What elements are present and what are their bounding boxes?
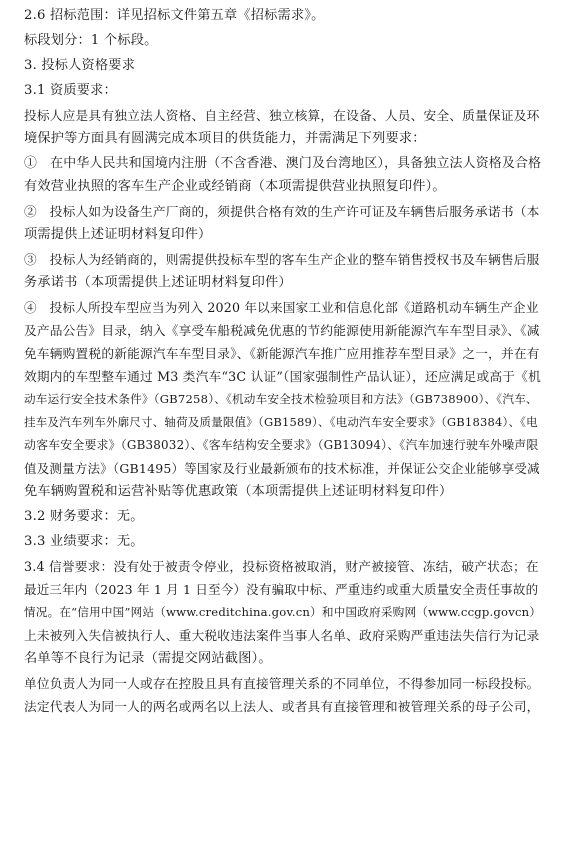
doc-line: 值及测量方法》（GB1495）等国家及行业最新颁布的技术标准，并保证公交企业能够享受减 xyxy=(24,461,540,476)
doc-line: 免车辆购置税的新能源汽车车型目录》、《新能源汽车推广应用推荐车型目录》之一，并在有 xyxy=(24,346,540,361)
doc-line: 3.2 财务要求：无。 xyxy=(24,509,144,524)
doc-line: 标段划分：1 个标段。 xyxy=(24,33,158,48)
doc-line: 最近三年内（2023 年 1 月 1 日至今）没有骗取中标、严重违约或重大质量安全责任事故的 xyxy=(24,582,539,597)
doc-line: 项需提供上述证明材料复印件） xyxy=(24,227,212,242)
doc-line: 免车辆购置税和运营补贴等优惠政策（本项需提供上述证明材料复印件） xyxy=(24,484,453,499)
doc-line: 务承诺书（本项需提供上述证明材料复印件） xyxy=(24,275,292,290)
doc-line: 效期内的车型整车通过 M3 类汽车“3C 认证”（国家强制性产品认证），还应满足或高于《机 xyxy=(24,369,541,384)
doc-line: ② 投标人如为设备生产厂商的，须提供合格有效的生产许可证及车辆售后服务承诺书（本 xyxy=(24,204,540,219)
doc-line: 情况。在“信用中国”网站（www.creditchina.gov.cn）和中国政府采购网（www.ccgp.govcn） xyxy=(24,605,542,619)
doc-line: 有效营业执照的客车生产企业或经销商（本项需提供营业执照复印件）。 xyxy=(24,179,446,194)
doc-line: 投标人应是具有独立法人资格、自主经营、独立核算，在设备、人员、安全、质量保证及环 xyxy=(24,108,540,123)
doc-line: 动车运行安全技术条件》（GB7258）、《机动车安全技术检验项目和方法》（GB738900）、《汽车、 xyxy=(24,392,538,406)
doc-line: 法定代表人为同一人的两名或两名以上法人、或者具有直接管理和被管理关系的母子公司， xyxy=(24,699,540,714)
doc-line: ① 在中华人民共和国境内注册（不含香港、澳门及台湾地区），具备独立法人资格及合格 xyxy=(24,156,542,171)
doc-line: 上未被列入失信被执行人、重大税收违法案件当事人名单、政府采购严重违法失信行为记录 xyxy=(24,628,540,643)
doc-line: ③ 投标人为经销商的，则需提供投标车型的客车生产企业的整车销售授权书及车辆售后服 xyxy=(24,252,540,267)
doc-line: 动客车安全要求》（GB38032）、《客车结构安全要求》（GB13094）、《汽车加速行驶车外噪声限 xyxy=(24,438,539,452)
doc-line: 3.1 资质要求： xyxy=(24,83,117,98)
doc-line: 3. 投标人资格要求 xyxy=(24,58,136,73)
doc-line: 3.4 信誉要求：没有处于被责令停业，投标资格被取消，财产被接管、冻结，破产状态；在 xyxy=(24,559,539,574)
doc-line: 及产品公告》目录，纳入《享受车船税减免优惠的节约能源使用新能源汽车车型目录》、《减 xyxy=(24,323,540,338)
doc-line: 名单等不良行为记录（需提交网站截图）。 xyxy=(24,651,272,666)
doc-line: 2.6 招标范围：详见招标文件第五章《招标需求》。 xyxy=(24,8,325,23)
doc-line: 单位负责人为同一人或存在控股且具有直接管理关系的不同单位，不得参加同一标段投标。 xyxy=(24,676,540,691)
doc-line: ④ 投标人所投车型应当为列入 2020 年以来国家工业和信息化部《道路机动车辆生产企业 xyxy=(24,300,539,315)
doc-line: 挂车及汽车列车外廓尺寸、轴荷及质量限值》（GB1589）、《电动汽车安全要求》（GB18384）、《电 xyxy=(24,415,538,429)
doc-line: 境保护等方面具有圆满完成本项目的供货能力，并需满足下列要求： xyxy=(24,131,426,146)
doc-line: 3.3 业绩要求：无。 xyxy=(24,534,144,549)
